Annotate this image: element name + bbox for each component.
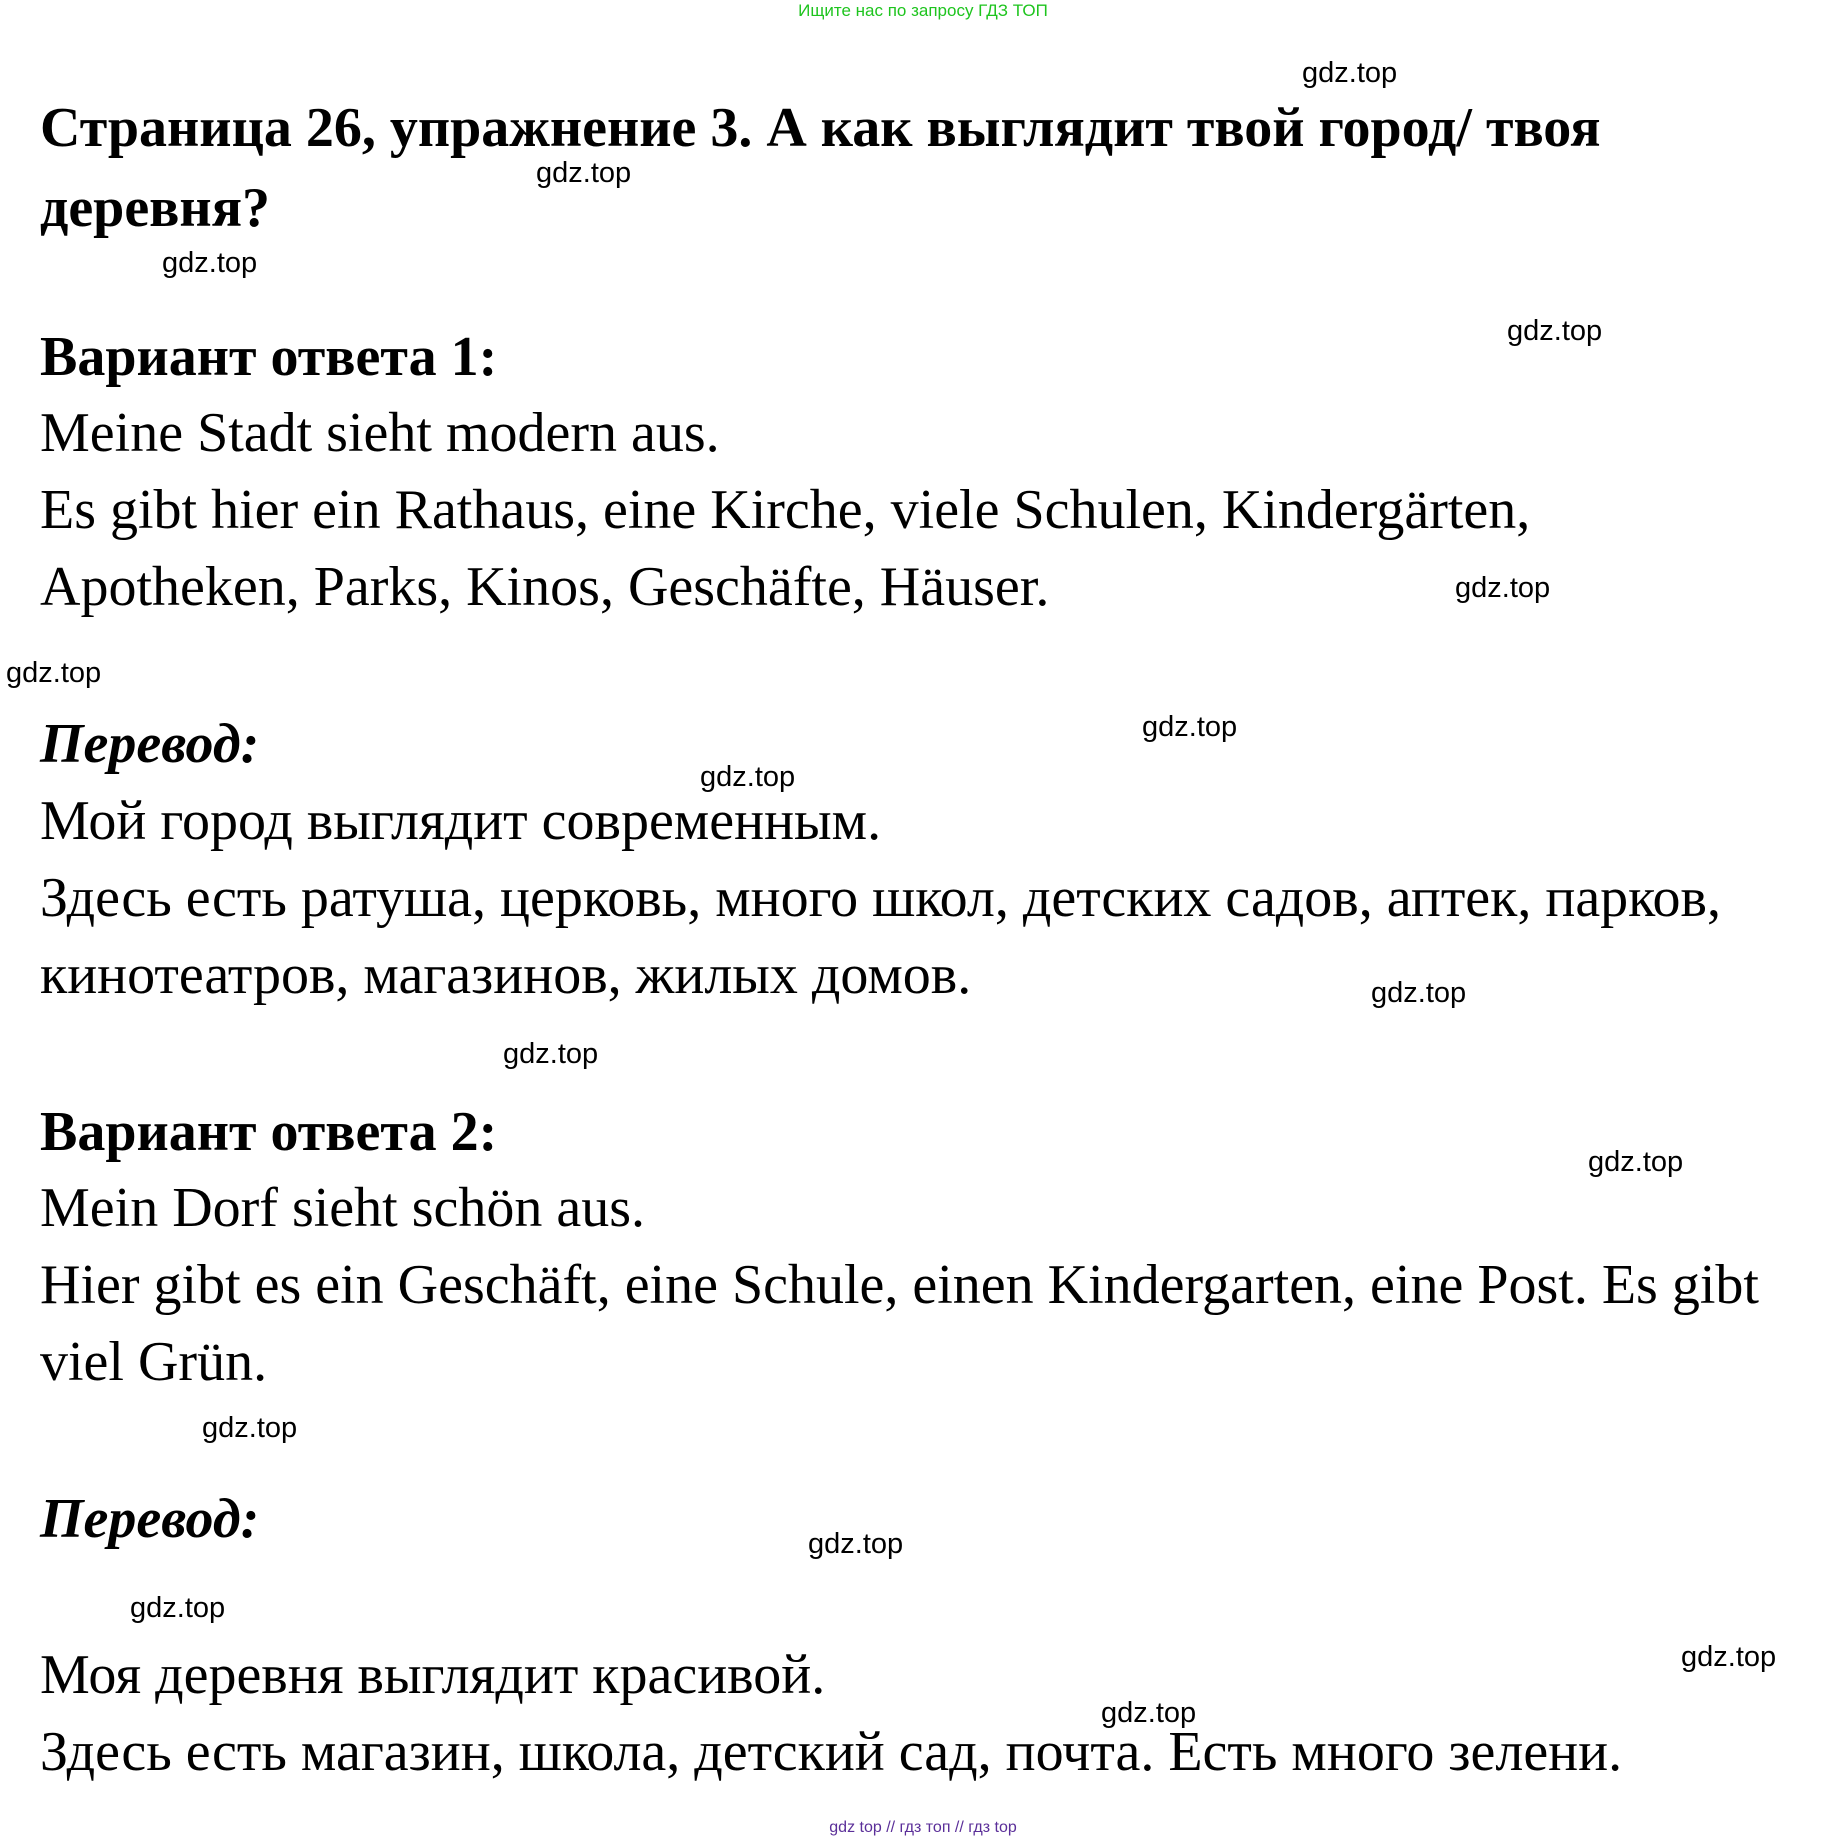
watermark: gdz.top: [1507, 315, 1603, 347]
variant-2-heading: Вариант ответа 2:: [40, 1101, 498, 1163]
variant-2-line: viel Grün.: [40, 1331, 268, 1393]
watermark: gdz.top: [1302, 57, 1398, 89]
watermark: gdz.top: [162, 247, 258, 279]
watermark: gdz.top: [1588, 1146, 1684, 1178]
watermark: gdz.top: [6, 657, 102, 689]
watermark: gdz.top: [503, 1038, 599, 1070]
page-title: Страница 26, упражнение 3. А как выглядит твой город/ твоя деревня?: [40, 97, 1601, 239]
watermark: gdz.top: [1681, 1641, 1777, 1673]
variant-1-translation-heading: Перевод:: [40, 713, 260, 775]
watermark: gdz.top: [808, 1528, 904, 1560]
variant-2-translation-line: Моя деревня выглядит красивой.: [40, 1644, 826, 1706]
top-banner: Ищите нас по запросу ГДЗ ТОП: [798, 1, 1048, 20]
watermark: gdz.top: [1101, 1697, 1197, 1729]
variant-1-heading: Вариант ответа 1:: [40, 326, 498, 388]
variant-1-translation-line: Здесь есть ратуша, церковь, много школ, детских садов, аптек, парков,: [40, 867, 1721, 929]
variant-2-line: Hier gibt es ein Geschäft, eine Schule, einen Kindergarten, eine Post. Es gibt: [40, 1254, 1759, 1316]
watermark: gdz.top: [1371, 977, 1467, 1009]
watermark: gdz.top: [202, 1412, 298, 1444]
watermark: gdz.top: [1455, 572, 1551, 604]
variant-2-line: Mein Dorf sieht schön aus.: [40, 1177, 646, 1239]
variant-1-line: Meine Stadt sieht modern aus.: [40, 402, 720, 464]
watermark: gdz.top: [1142, 711, 1238, 743]
variant-1-translation-line: кинотеатров, магазинов, жилых домов.: [40, 944, 972, 1006]
variant-1-line: Apotheken, Parks, Kinos, Geschäfte, Häuser.: [40, 556, 1050, 618]
footer-links: gdz top // гдз топ // гдз top: [829, 1819, 1017, 1836]
variant-2-translation-line: Здесь есть магазин, школа, детский сад, почта. Есть много зелени.: [40, 1721, 1623, 1783]
watermark: gdz.top: [130, 1592, 226, 1624]
watermark: gdz.top: [700, 761, 796, 793]
watermark: gdz.top: [536, 157, 632, 189]
variant-1-translation-line: Мой город выглядит современным.: [40, 790, 882, 852]
variant-1-line: Es gibt hier ein Rathaus, eine Kirche, viele Schulen, Kindergärten,: [40, 479, 1531, 541]
variant-2-translation-heading: Перевод:: [40, 1488, 260, 1550]
